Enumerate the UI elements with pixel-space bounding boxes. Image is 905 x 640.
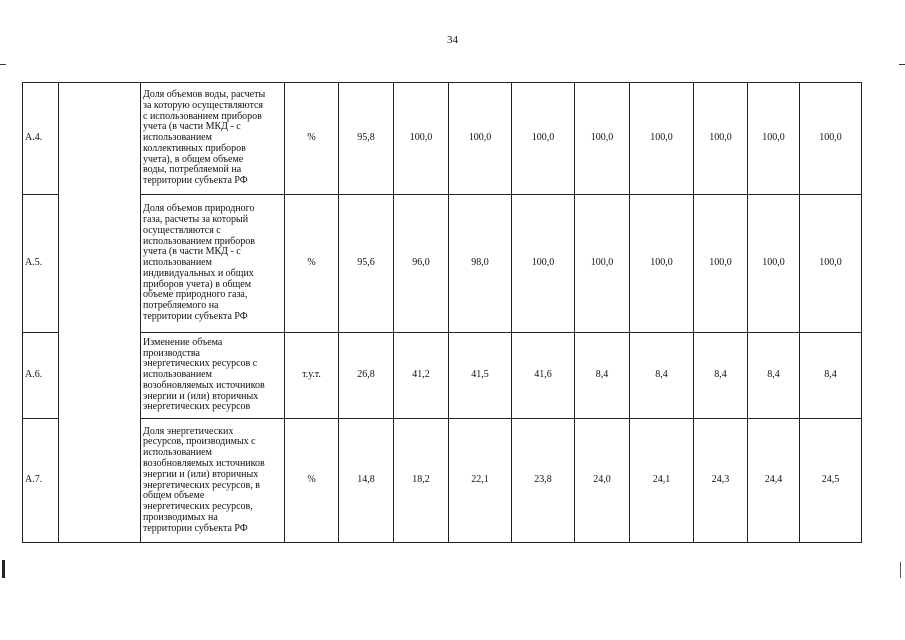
unit-cell: т.у.т. (285, 333, 339, 419)
indicator-name-line: индивидуальных и общих (143, 267, 254, 279)
value-cell: 100,0 (748, 83, 800, 195)
value-cell: 100,0 (800, 195, 862, 333)
table-row (23, 419, 862, 543)
table-row (23, 333, 862, 419)
value-cell: 100,0 (748, 195, 800, 333)
value-cell: 22,1 (449, 419, 512, 543)
indicator-name-line: энергии и (или) вторичных (143, 468, 259, 480)
value-cell: 100,0 (630, 195, 694, 333)
margin-tick-left (0, 64, 6, 65)
value-cell: 18,2 (394, 419, 449, 543)
indicator-name-line: Доля объемов природного (143, 203, 255, 215)
blank-column-cell (59, 83, 141, 543)
value-cell: 23,8 (512, 419, 575, 543)
indicator-name-line: ресурсов, производимых с (143, 436, 256, 448)
indicator-name-line: коллективных приборов (143, 142, 246, 154)
row-code: А.4. (23, 83, 59, 195)
indicator-name-line: осуществляются с (143, 224, 221, 236)
indicator-name-line: за которую осуществляются (143, 99, 263, 111)
value-cell: 8,4 (694, 333, 748, 419)
indicator-name-line: газа, расчеты за который (143, 213, 249, 225)
value-cell: 8,4 (630, 333, 694, 419)
indicator-name-line: энергии и (или) вторичных (143, 390, 259, 402)
indicator-name-line: учета), в общем объеме (143, 153, 244, 165)
value-cell: 100,0 (575, 195, 630, 333)
row-code: А.5. (23, 195, 59, 333)
value-cell: 24,4 (748, 419, 800, 543)
indicator-name-line: Доля объемов воды, расчеты (143, 88, 266, 100)
indicator-name-line: объеме природного газа, (143, 289, 248, 301)
indicator-name-line: территории субъекта РФ (143, 175, 248, 187)
table-row (23, 83, 862, 195)
unit-cell: % (285, 83, 339, 195)
row-code: А.6. (23, 333, 59, 419)
value-cell: 24,5 (800, 419, 862, 543)
indicator-name-line: использованием (143, 257, 212, 269)
margin-tick-right (899, 64, 905, 65)
scan-mark-right (900, 562, 901, 578)
value-cell: 95,8 (339, 83, 394, 195)
indicator-name-line: Доля энергетических (143, 425, 234, 437)
value-cell: 8,4 (575, 333, 630, 419)
value-cell: 24,0 (575, 419, 630, 543)
value-cell: 96,0 (394, 195, 449, 333)
indicator-name-line: приборов учета) в общем (143, 278, 252, 290)
indicator-name-line: с использованием приборов (143, 110, 262, 122)
indicator-name-line: энергетических ресурсов, (143, 501, 253, 513)
indicator-name-line: общем объеме (143, 490, 205, 502)
value-cell: 26,8 (339, 333, 394, 419)
indicator-name-line: использованием (143, 132, 212, 144)
page-number: 34 (447, 34, 458, 46)
indicator-name-line: возобновляемых источников (143, 457, 265, 469)
indicator-name-line: использованием (143, 369, 212, 381)
indicator-name-line: использованием приборов (143, 235, 255, 247)
indicator-name-line: потребляемого на (143, 300, 219, 312)
indicator-name (141, 195, 285, 333)
indicator-name-line: возобновляемых источников (143, 379, 265, 391)
table-row (23, 195, 862, 333)
scan-mark-left (2, 560, 5, 578)
value-cell: 95,6 (339, 195, 394, 333)
value-cell: 100,0 (630, 83, 694, 195)
value-cell: 8,4 (800, 333, 862, 419)
indicator-name (141, 419, 285, 543)
value-cell: 100,0 (694, 83, 748, 195)
indicator-name-line: воды, потребляемой на (143, 164, 242, 176)
value-cell: 100,0 (694, 195, 748, 333)
indicator-name-line: учета (в части МКД - с (143, 246, 241, 258)
value-cell: 24,1 (630, 419, 694, 543)
value-cell: 100,0 (449, 83, 512, 195)
value-cell: 41,5 (449, 333, 512, 419)
row-code: А.7. (23, 419, 59, 543)
value-cell: 100,0 (800, 83, 862, 195)
indicator-name-line: энергетических ресурсов с (143, 358, 258, 370)
indicators-table (22, 82, 862, 543)
indicator-name (141, 333, 285, 419)
value-cell: 41,6 (512, 333, 575, 419)
indicator-name-line: территории субъекта РФ (143, 311, 248, 323)
indicator-name-line: производимых на (143, 511, 218, 523)
value-cell: 100,0 (512, 83, 575, 195)
unit-cell: % (285, 419, 339, 543)
value-cell: 41,2 (394, 333, 449, 419)
indicator-name-line: энергетических ресурсов (143, 401, 251, 413)
value-cell: 8,4 (748, 333, 800, 419)
value-cell: 14,8 (339, 419, 394, 543)
indicator-name-line: Изменение объема (143, 336, 223, 348)
indicator-name-line: производства (143, 347, 200, 359)
unit-cell: % (285, 195, 339, 333)
indicator-name-line: использованием (143, 447, 212, 459)
indicator-name-line: территории субъекта РФ (143, 522, 248, 534)
value-cell: 24,3 (694, 419, 748, 543)
value-cell: 100,0 (575, 83, 630, 195)
value-cell: 100,0 (512, 195, 575, 333)
indicator-name-line: энергетических ресурсов, в (143, 479, 260, 491)
value-cell: 100,0 (394, 83, 449, 195)
indicator-name-line: учета (в части МКД - с (143, 121, 241, 133)
value-cell: 98,0 (449, 195, 512, 333)
indicator-name (141, 83, 285, 195)
